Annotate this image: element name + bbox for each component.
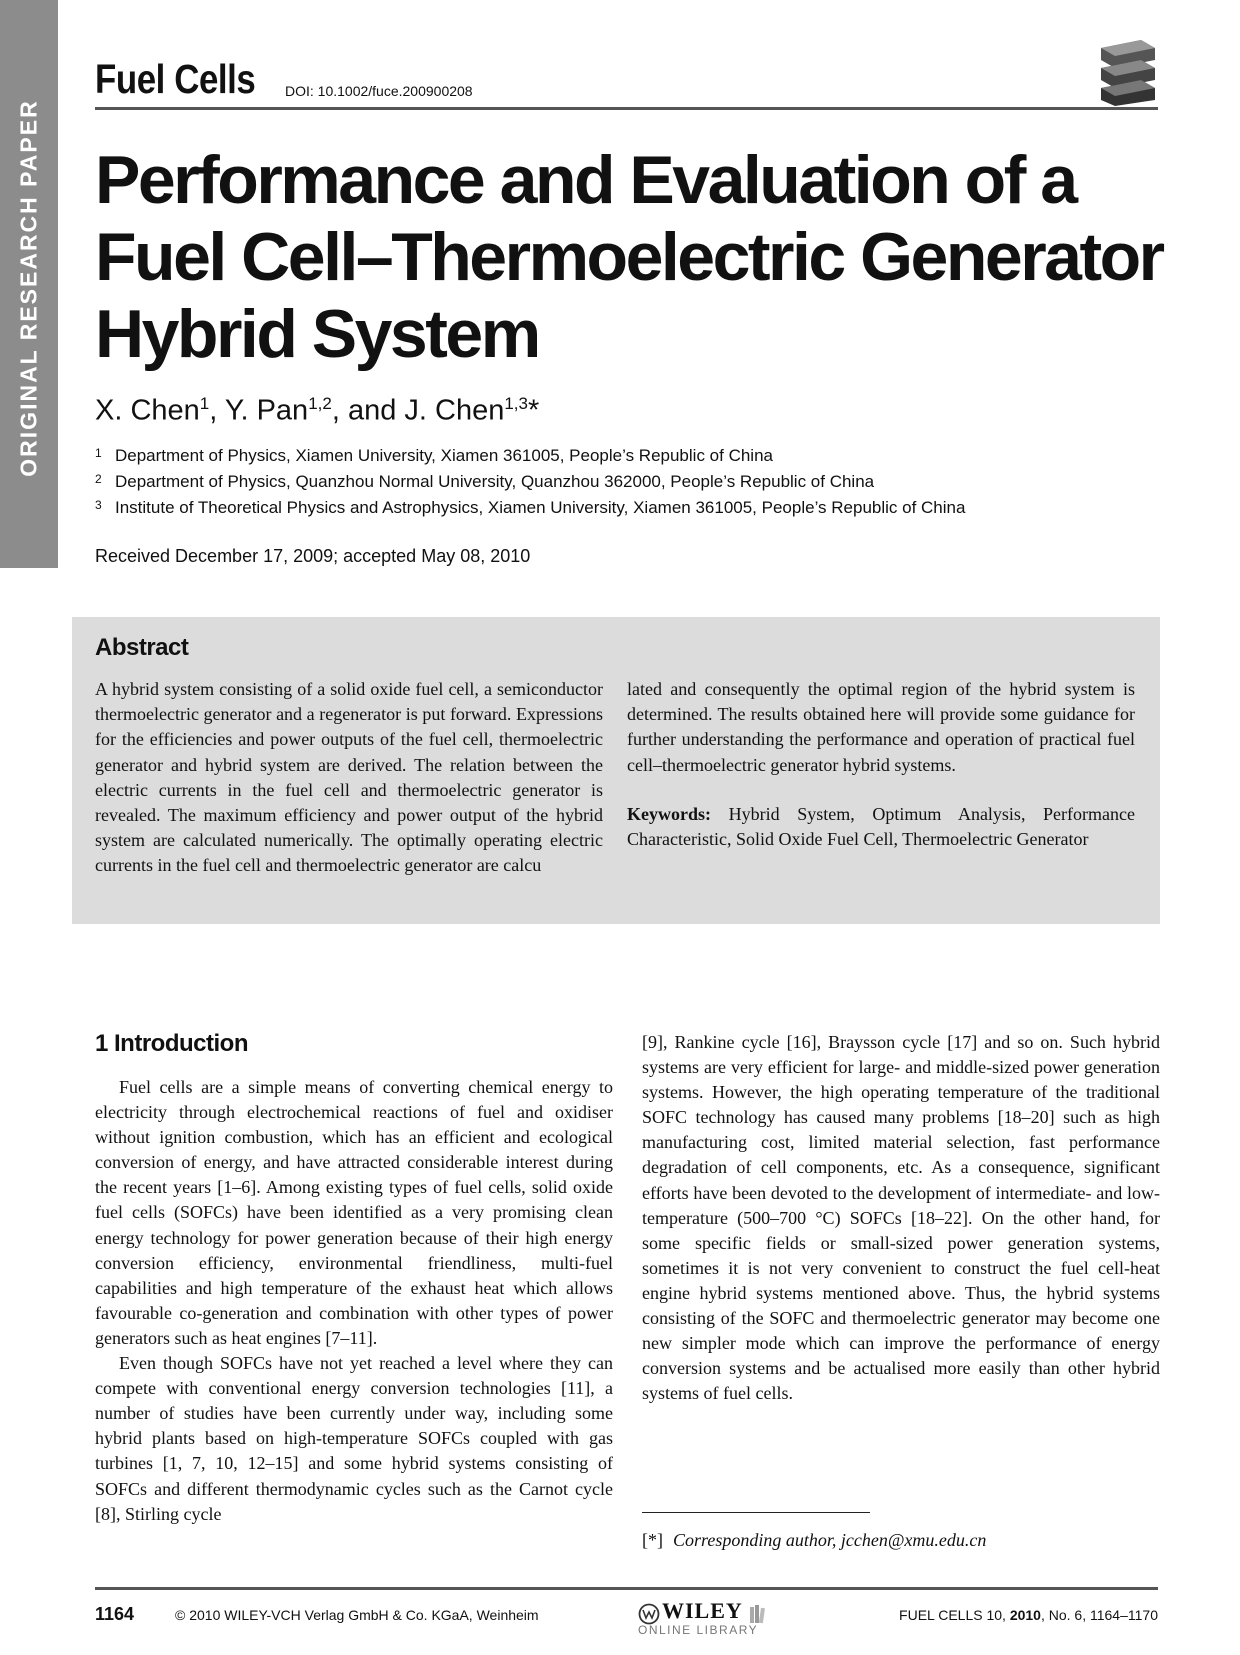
author-name: X. Chen [95, 394, 200, 427]
article-title: Performance and Evaluation of a Fuel Cell–Thermoelectric Generator Hybrid System [95, 142, 1163, 372]
publisher-name: WILEY [662, 1598, 743, 1623]
affiliation [95, 443, 965, 469]
body-paragraph: Fuel cells are a simple means of converting chemical energy to electricity through electrochemical reactions of fuel and oxidiser without ignition combustion, which has an efficient and ecological conversion of energy, and have attracted considerable interest during the recent years [1–6]. Among existing types of fuel cells, solid oxide fuel cells (SOFCs) have been identified as a very promising clean energy technology for power generation because of their high energy conversion efficiency, environmental friendliness, multi-fuel capabilities and high temperature of the exhaust heat which allows favourable co-generation and combination with other types of power generators such as heat engines [7–11]. [95, 1077, 613, 1348]
affiliation [95, 495, 965, 521]
author-affiliation-mark: 1,2 [308, 394, 332, 413]
footnote-text[interactable]: Corresponding author, jcchen@xmu.edu.cn [673, 1530, 987, 1550]
body-paragraph: [9], Rankine cycle [16], Braysson cycle [17] and so on. Such hybrid systems are very efficient for large- and middle-sized power generation systems. However, the high operating temperature of the traditional SOFC technology has caused many problems [18–20] such as high manufacturing cost, limited material selection, fast performance degradation of cell components, etc. As a consequence, significant efforts have been devoted to the development of intermediate- and low-temperature (500–700 °C) SOFCs [18–22]. On the other hand, for some specific fields or small-sized power generation systems, sometimes it is not very convenient to construct the fuel cell-heat engine hybrid systems mentioned above. Thus, the hybrid systems consisting of the SOFC and thermoelectric generator may become one new simpler mode which can improve the performance of energy conversion systems and be actualised more easily than other hybrid systems of fuel cells. [642, 1032, 1160, 1404]
author-name: Y. Pan [224, 394, 309, 427]
abstract-text-right: lated and consequently the optimal region of the hybrid system is determined. The results obtained here will provide some guidance for further understanding the performance and operation of practical fuel cell–thermoelectric generator hybrid systems. [627, 679, 1135, 775]
journal-citation [899, 1607, 1158, 1623]
doi[interactable]: DOI: 10.1002/fuce.200900208 [285, 83, 473, 99]
affiliation-number: 3 [95, 498, 102, 512]
publisher-logo[interactable] [638, 1598, 771, 1637]
footer-rule [95, 1587, 1158, 1590]
abstract-column-right [627, 677, 1135, 852]
footnote-mark: [*] [642, 1530, 663, 1550]
affiliation-text: Department of Physics, Xiamen University, Xiamen 361005, People’s Republic of China [115, 446, 773, 465]
body-column-left [95, 1075, 613, 1527]
author-separator: , and [331, 394, 405, 427]
library-books-icon [747, 1603, 769, 1625]
author-affiliation-mark: 1,3 [504, 394, 528, 413]
journal-name: Fuel Cells [95, 56, 256, 102]
affiliation-list [95, 443, 965, 521]
affiliation [95, 469, 965, 495]
keywords-text: Hybrid System, Optimum Analysis, Performance Characteristic, Solid Oxide Fuel Cell, Thermoelectric Generator [627, 803, 1135, 850]
affiliation-number: 1 [95, 446, 102, 460]
section-sidebar [0, 0, 58, 568]
author-affiliation-mark: 1 [199, 394, 210, 413]
abstract-text-left: A hybrid system consisting of a solid oxide fuel cell, a semiconductor thermoelectric generator and a regenerator is put forward. Expressions for the efficiencies and power outputs of the fuel cell, thermoelectric generator and hybrid system are derived. The relation between the electric currents in the fuel cell and thermoelectric generator is revealed. The maximum efficiency and power output of the hybrid system are calculated numerically. The optimally operating electric currents in the fuel cell and thermoelectric generator are calcu [95, 679, 603, 876]
body-paragraph: Even though SOFCs have not yet reached a level where they can compete with conventional energy conversion technologies [11], a number of studies have been currently under way, including some hybrid plants based on high-temperature SOFCs coupled with gas turbines [1, 7, 10, 12–15] and some hybrid systems consisting of SOFCs and different thermodynamic cycles such as the Carnot cycle [8], Stirling cycle [95, 1353, 613, 1524]
section-label: ORIGINAL RESEARCH PAPER [15, 99, 42, 477]
author-list [95, 394, 539, 428]
abstract-heading: Abstract [95, 634, 189, 661]
citation-prefix: FUEL CELLS 10, [899, 1607, 1010, 1623]
page-number: 1164 [95, 1604, 135, 1624]
received-dates: Received December 17, 2009; accepted May 08, 2010 [95, 546, 531, 566]
copyright: © 2010 WILEY-VCH Verlag GmbH & Co. KGaA, Weinheim [175, 1607, 539, 1623]
corresponding-author-mark: * [527, 394, 540, 427]
footnote [642, 1530, 986, 1551]
publisher-subtitle: ONLINE LIBRARY [638, 1622, 759, 1637]
keywords [627, 802, 1135, 852]
header-rule [95, 107, 1158, 110]
author-name: J. Chen [404, 394, 505, 427]
keywords-label: Keywords: [627, 803, 711, 824]
wiley-emblem-icon [638, 1603, 660, 1625]
affiliation-text: Institute of Theoretical Physics and Astrophysics, Xiamen University, Xiamen 361005, People’s Republic of China [115, 498, 966, 517]
body-column-right [642, 1030, 1160, 1406]
affiliation-number: 2 [95, 472, 102, 486]
citation-year: 2010 [1009, 1607, 1041, 1623]
section-heading-introduction: 1 Introduction [95, 1030, 248, 1057]
journal-stack-logo-icon [1097, 38, 1159, 106]
affiliation-text: Department of Physics, Quanzhou Normal University, Quanzhou 362000, People’s Republic of China [115, 472, 875, 491]
footnote-rule [642, 1512, 870, 1513]
author-separator: , [209, 394, 225, 427]
citation-suffix: , No. 6, 1164–1170 [1040, 1607, 1158, 1623]
